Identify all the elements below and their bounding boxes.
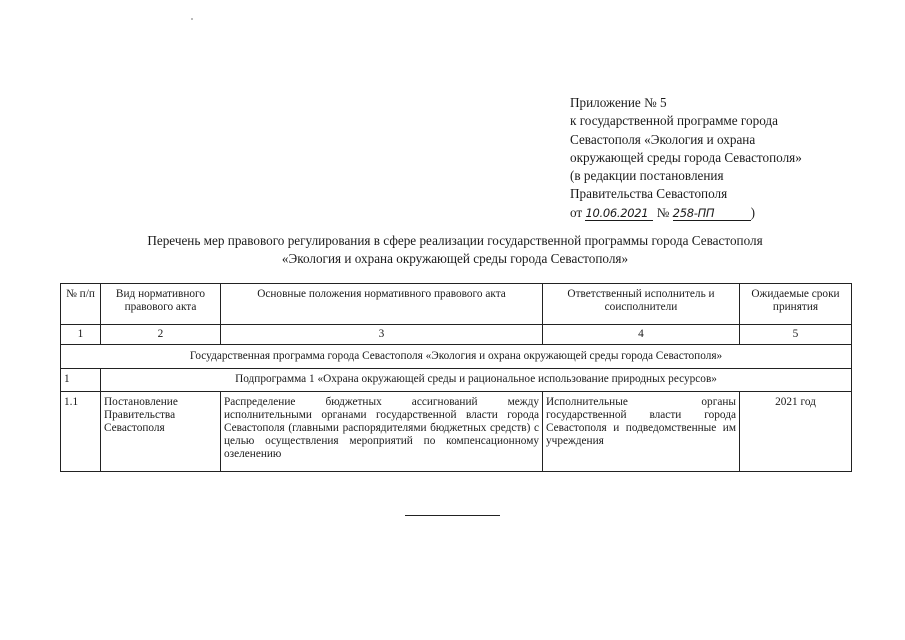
- appendix-line: к государственной программе города: [570, 113, 778, 129]
- header-cell-num: № п/п: [61, 284, 101, 325]
- row-provisions-cell: Распределение бюджетных ассигнований между исполнительными органами государственной власти города Севастополя (главными распорядителями бюджетных средств) с целью осуществления мероприятий по компенсационному озеленению: [221, 392, 543, 472]
- measures-table: [60, 283, 852, 472]
- row-deadline-cell: 2021 год: [740, 392, 852, 472]
- header-cell-deadline: Ожидаемые сроки принятия: [740, 284, 852, 325]
- title-line-2: «Экология и охрана окружающей среды города Севастополя»: [281, 251, 629, 266]
- appendix-line: Севастополя «Экология и охрана: [570, 131, 756, 147]
- end-divider-line: [405, 515, 500, 516]
- table-header-row: [61, 284, 852, 325]
- closing-paren: ): [750, 204, 756, 220]
- subprogram-title-cell: Подпрограмма 1 «Охрана окружающей среды и рациональное использование природных ресурсов»: [101, 369, 852, 392]
- title-line-1: Перечень мер правового регулирования в сфере реализации государственной программы города Севастополя: [147, 233, 763, 248]
- column-number-row: [61, 325, 852, 345]
- subprogram-row: [61, 369, 852, 392]
- column-number: 5: [740, 325, 852, 345]
- number-label: №: [656, 204, 670, 220]
- row-number-cell: 1.1: [61, 392, 101, 472]
- program-title-cell: Государственная программа города Севастополя «Экология и охрана окружающей среды города Севастополя»: [61, 345, 852, 369]
- subprogram-number-cell: 1: [61, 369, 101, 392]
- column-number: 4: [543, 325, 740, 345]
- header-cell-executor: Ответственный исполнитель и соисполнители: [543, 284, 740, 325]
- program-row: [61, 345, 852, 369]
- header-cell-provisions: Основные положения нормативного правового акта: [221, 284, 543, 325]
- document-title: [60, 232, 850, 268]
- appendix-line: окружающей среды города Севастополя»: [570, 149, 802, 165]
- column-number: 3: [221, 325, 543, 345]
- from-label: от: [570, 204, 583, 220]
- column-number: 2: [101, 325, 221, 345]
- handwritten-date: 10.06.2021: [585, 206, 653, 221]
- row-executor-cell: Исполнительные органы государственной власти города Севастополя и подведомственные им учреждения: [543, 392, 740, 472]
- scan-speck: [191, 18, 193, 20]
- appendix-date-line: [570, 204, 870, 222]
- appendix-line: (в редакции постановления: [570, 168, 724, 184]
- column-number: 1: [61, 325, 101, 345]
- table-row: [61, 392, 852, 472]
- appendix-line: Правительства Севастополя: [570, 186, 728, 202]
- header-cell-act-type: Вид нормативного правового акта: [101, 284, 221, 325]
- appendix-block: [570, 94, 870, 222]
- appendix-line: Приложение № 5: [570, 95, 667, 110]
- handwritten-number: 258-ПП: [673, 206, 751, 221]
- row-act-type-cell: Постановление Правительства Севастополя: [101, 392, 221, 472]
